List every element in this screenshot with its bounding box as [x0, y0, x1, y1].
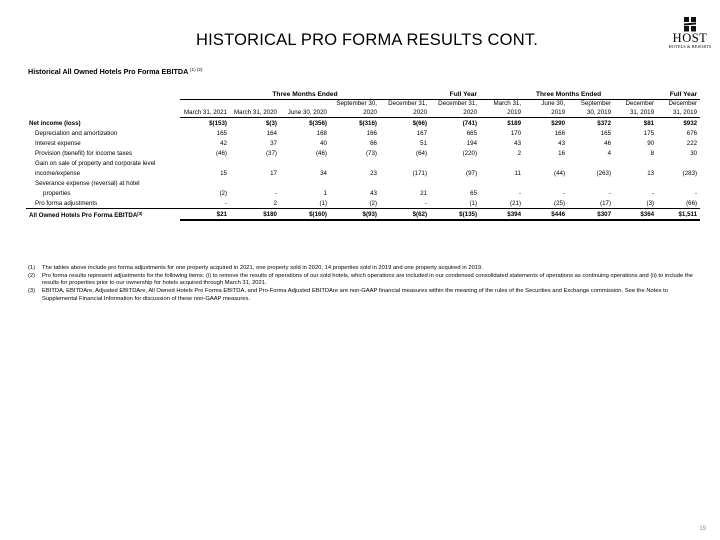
cell: $(66) — [412, 119, 428, 127]
table-row — [26, 168, 700, 178]
group-three-months-2019: Three Months Ended — [480, 89, 657, 100]
cell: $290 — [551, 119, 566, 127]
cell: 4 — [607, 149, 612, 157]
total-row — [26, 209, 700, 221]
cell: (220) — [462, 149, 478, 157]
cell: (73) — [365, 149, 377, 157]
cell: - — [608, 189, 612, 197]
column-header: March 31, 2020 — [230, 100, 280, 118]
cell: $81 — [643, 119, 655, 127]
cell: 175 — [643, 129, 655, 137]
cell: 665 — [466, 129, 478, 137]
cell: $(62) — [380, 209, 430, 221]
table-row-label-continued — [26, 158, 700, 168]
footnote — [28, 288, 696, 303]
table-title — [28, 67, 203, 76]
cell: 42 — [220, 139, 227, 147]
cell: (3) — [614, 198, 657, 209]
cell: 17 — [270, 169, 277, 177]
cell: 8 — [650, 149, 655, 157]
cell: $1,511 — [657, 209, 700, 221]
page-title: HISTORICAL PRO FORMA RESULTS CONT. — [196, 31, 539, 49]
cell: (2) — [219, 189, 227, 197]
cell: (25) — [524, 198, 568, 209]
total-label — [26, 209, 180, 221]
column-header: June 30, 2020 — [280, 100, 330, 118]
table-title-text: Historical All Owned Hotels Pro Forma EBITDA — [28, 67, 189, 76]
footnote-text: Pro forma results represent adjustments for the following items: (i) to remove the results of operations of our sold hotels, which operations are included in our condensed consolidated statements of operations as continuing operations and (ii) to include the results for properties prior to our ownership for hotels acquired through March 31, 2021. — [42, 272, 693, 287]
cell: 21 — [420, 189, 428, 197]
group-header-row — [26, 89, 700, 100]
group-full-year-2019: Full Year — [657, 89, 700, 100]
column-header: December 31, 2019 — [614, 100, 657, 118]
cell: (263) — [596, 169, 612, 177]
table-row — [26, 128, 700, 138]
cell: (44) — [554, 169, 566, 177]
cell: $21 — [180, 209, 230, 221]
column-header: March 31, 2019 — [480, 100, 524, 118]
footnote — [28, 273, 696, 288]
cell: 2 — [517, 149, 522, 157]
column-header: September 30, 2019 — [568, 100, 614, 118]
cell: (66) — [657, 198, 700, 209]
column-header: March 31, 2021 — [180, 100, 230, 118]
footnote-text: EBITDA, EBITDAre, Adjusted EBITDAre, All Owned Hotels Pro Forma EBITDA, and Pro-Forma Adjusted EBITDAre are non-GAAP financial measures within the meaning of the rules of the Securities and Exchange commission. See the Notes to Supplemental Financial Information for discussion of these non-GAAP measures. — [42, 288, 668, 302]
table-row — [26, 148, 700, 158]
cell: 1 — [323, 189, 327, 197]
column-header-row — [26, 100, 700, 118]
cell: 2 — [230, 198, 280, 209]
cell: 90 — [647, 139, 655, 147]
cell: (1) — [280, 198, 330, 209]
row-label-continued: income/expense — [35, 169, 81, 177]
row-label: Net income (loss) — [29, 119, 81, 127]
cell: (21) — [480, 198, 524, 209]
cell: - — [518, 189, 522, 197]
cell: $364 — [614, 209, 657, 221]
cell: $932 — [683, 119, 698, 127]
cell: 170 — [510, 129, 522, 137]
group-three-months-2020: Three Months Ended — [180, 89, 430, 100]
cell: 43 — [558, 139, 566, 147]
cell: (17) — [568, 198, 614, 209]
cell: 23 — [370, 169, 377, 177]
cell: $(356) — [309, 119, 327, 127]
cell: 165 — [216, 129, 227, 137]
column-header: September 30, 2020 — [330, 100, 380, 118]
ebitda-table — [26, 89, 700, 221]
cell: 34 — [320, 169, 327, 177]
cell: $307 — [568, 209, 614, 221]
cell: 166 — [366, 129, 377, 137]
cell: 51 — [420, 139, 428, 147]
cell: (2) — [330, 198, 380, 209]
cell: 194 — [466, 139, 478, 147]
cell: $446 — [524, 209, 568, 221]
logo-tagline: HOTELS & RESORTS — [668, 44, 712, 49]
footnote-number: (1) — [28, 265, 36, 271]
total-label-text: All Owned Hotels Pro Forma EBITDA — [29, 211, 138, 219]
table-row — [26, 118, 700, 129]
cell: 15 — [220, 169, 227, 177]
cell: 65 — [470, 189, 478, 197]
table-row — [26, 188, 700, 198]
cell: 164 — [266, 129, 277, 137]
cell: $189 — [507, 119, 522, 127]
logo-word: HOST — [672, 31, 708, 45]
cell: 166 — [554, 129, 566, 137]
cell: $(316) — [359, 119, 377, 127]
cell: (97) — [466, 169, 478, 177]
cell: $372 — [597, 119, 612, 127]
cell: $(135) — [430, 209, 480, 221]
table-title-footnote-refs: (1) (2) — [190, 67, 203, 72]
cell: 676 — [686, 129, 698, 137]
cell: $180 — [230, 209, 280, 221]
column-header: December 31, 2019 — [657, 100, 700, 118]
cell: 16 — [558, 149, 566, 157]
row-label: Gain on sale of property and corporate level — [35, 159, 156, 167]
cell: 37 — [270, 139, 277, 147]
table-row-label-continued — [26, 178, 700, 188]
cell: (171) — [412, 169, 428, 177]
group-full-year-2020: Full Year — [430, 89, 480, 100]
table-row — [26, 138, 700, 148]
cell: $(160) — [280, 209, 330, 221]
cell: 11 — [514, 169, 522, 177]
cell: 43 — [370, 189, 377, 197]
cell: (741) — [462, 119, 478, 127]
cell: 222 — [686, 139, 698, 147]
host-logo-icon — [683, 16, 697, 32]
footnote — [28, 265, 696, 273]
cell: - — [380, 198, 430, 209]
page-number: 19 — [699, 526, 706, 532]
cell: (46) — [315, 149, 327, 157]
column-header: December 31, 2020 — [430, 100, 480, 118]
cell: (64) — [416, 149, 428, 157]
cell: 43 — [514, 139, 522, 147]
cell: - — [274, 189, 277, 197]
cell: 66 — [370, 139, 377, 147]
cell: $(3) — [265, 119, 277, 127]
cell: 13 — [647, 169, 655, 177]
total-footnote-ref: (3) — [137, 210, 143, 216]
cell: (37) — [265, 149, 277, 157]
cell: - — [652, 189, 655, 197]
row-label: Provision (benefit) for income taxes — [35, 149, 132, 157]
row-label: Interest expense — [35, 139, 81, 147]
footnote-number: (2) — [28, 272, 36, 279]
cell: 165 — [600, 129, 612, 137]
footnote-number: (3) — [28, 288, 36, 295]
table-row — [26, 198, 700, 209]
row-label-continued: properties — [43, 189, 71, 197]
cell: - — [562, 189, 566, 197]
column-header: December 31, 2020 — [380, 100, 430, 118]
cell: 30 — [690, 149, 698, 157]
footnotes — [28, 265, 696, 304]
cell: 46 — [604, 139, 612, 147]
footnote-text: The tables above include pro forma adjustments for one property acquired in 2021, one property sold in 2020, 14 properties sold in 2019 and one property acquired in 2019. — [42, 265, 483, 271]
cell: $(153) — [209, 119, 227, 127]
cell: $(93) — [330, 209, 380, 221]
cell: - — [180, 198, 230, 209]
cell: $394 — [480, 209, 524, 221]
cell: (46) — [215, 149, 227, 157]
host-logo — [668, 16, 712, 49]
cell: (283) — [682, 169, 698, 177]
cell: - — [695, 189, 698, 197]
row-label: Depreciation and amortization — [35, 129, 118, 137]
column-header: June 30, 2019 — [524, 100, 568, 118]
cell: 167 — [416, 129, 428, 137]
cell: 168 — [316, 129, 327, 137]
cell: 40 — [320, 139, 327, 147]
row-label: Severance expense (reversal) at hotel — [35, 179, 140, 187]
row-label: Pro forma adjustments — [26, 198, 180, 209]
cell: (1) — [430, 198, 480, 209]
